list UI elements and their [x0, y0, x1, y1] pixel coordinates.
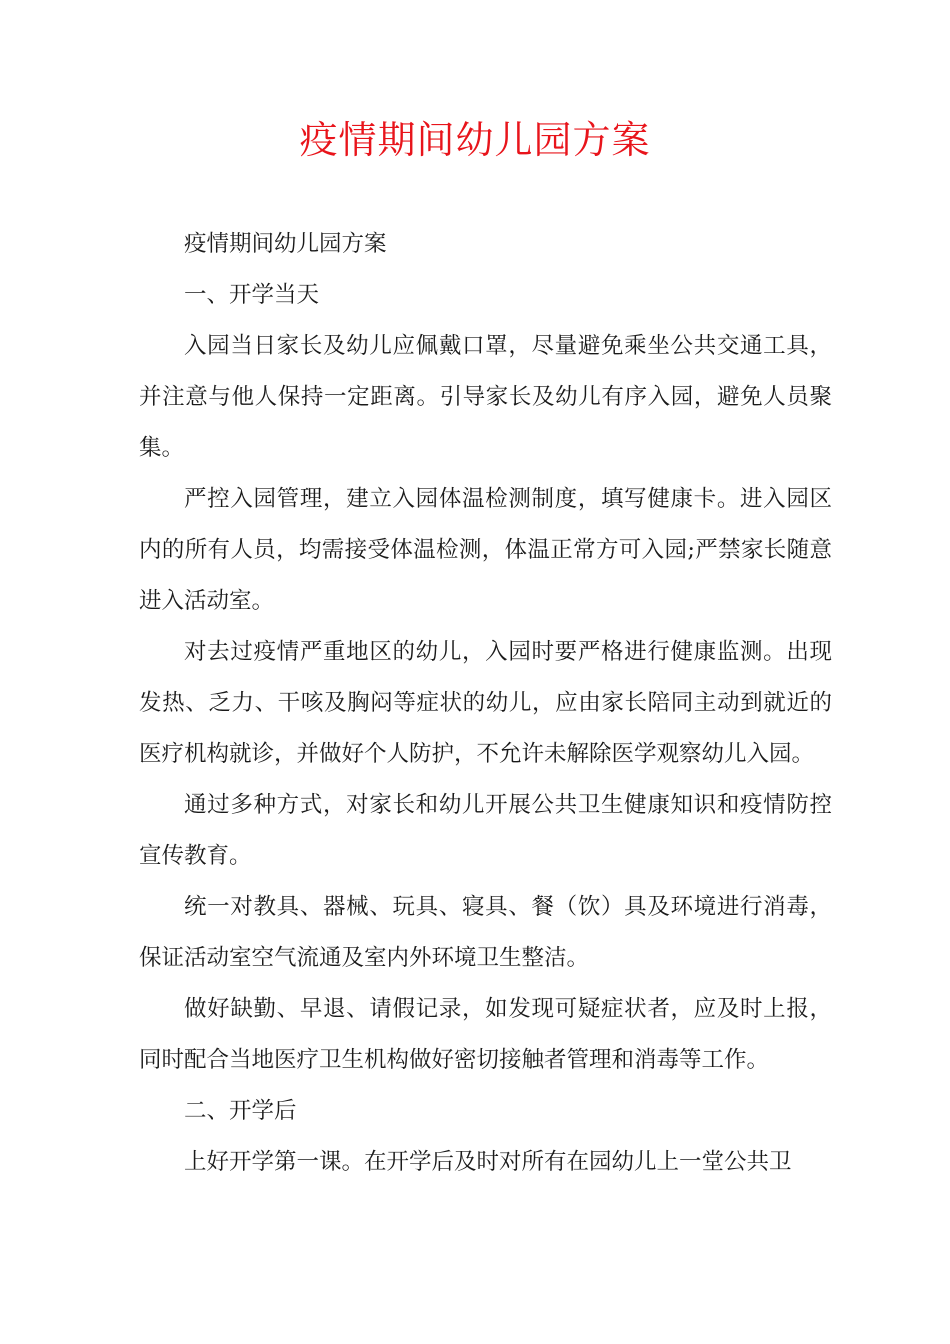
document-body [139, 219, 832, 1188]
paragraph: 做好缺勤、早退、请假记录，如发现可疑症状者，应及时上报，同时配合当地医疗卫生机构做好密切接触者管理和消毒等工作。 [139, 996, 832, 1073]
paragraph: 上好开学第一课。在开学后及时对所有在园幼儿上一堂公共卫 [184, 1149, 792, 1175]
document-title: 疫情期间幼儿园方案 [299, 118, 651, 162]
section-heading-first-day: 一、开学当天 [184, 282, 320, 308]
paragraph: 入园当日家长及幼儿应佩戴口罩，尽量避免乘坐公共交通工具，并注意与他人保持一定距离。引导家长及幼儿有序入园，避免人员聚集。 [139, 333, 832, 461]
paragraph: 统一对教具、器械、玩具、寝具、餐（饮）具及环境进行消毒，保证活动室空气流通及室内外环境卫生整洁。 [139, 894, 832, 971]
section-heading-after-school-start: 二、开学后 [184, 1098, 297, 1124]
paragraph: 通过多种方式，对家长和幼儿开展公共卫生健康知识和疫情防控宣传教育。 [139, 792, 832, 869]
paragraph: 严控入园管理，建立入园体温检测制度，填写健康卡。进入园区内的所有人员，均需接受体温检测，体温正常方可入园;严禁家长随意进入活动室。 [139, 486, 832, 614]
paragraph-doc-subtitle: 疫情期间幼儿园方案 [184, 231, 387, 257]
paragraph: 对去过疫情严重地区的幼儿，入园时要严格进行健康监测。出现发热、乏力、干咳及胸闷等症状的幼儿，应由家长陪同主动到就近的医疗机构就诊，并做好个人防护，不允许未解除医学观察幼儿入园。 [139, 639, 832, 767]
